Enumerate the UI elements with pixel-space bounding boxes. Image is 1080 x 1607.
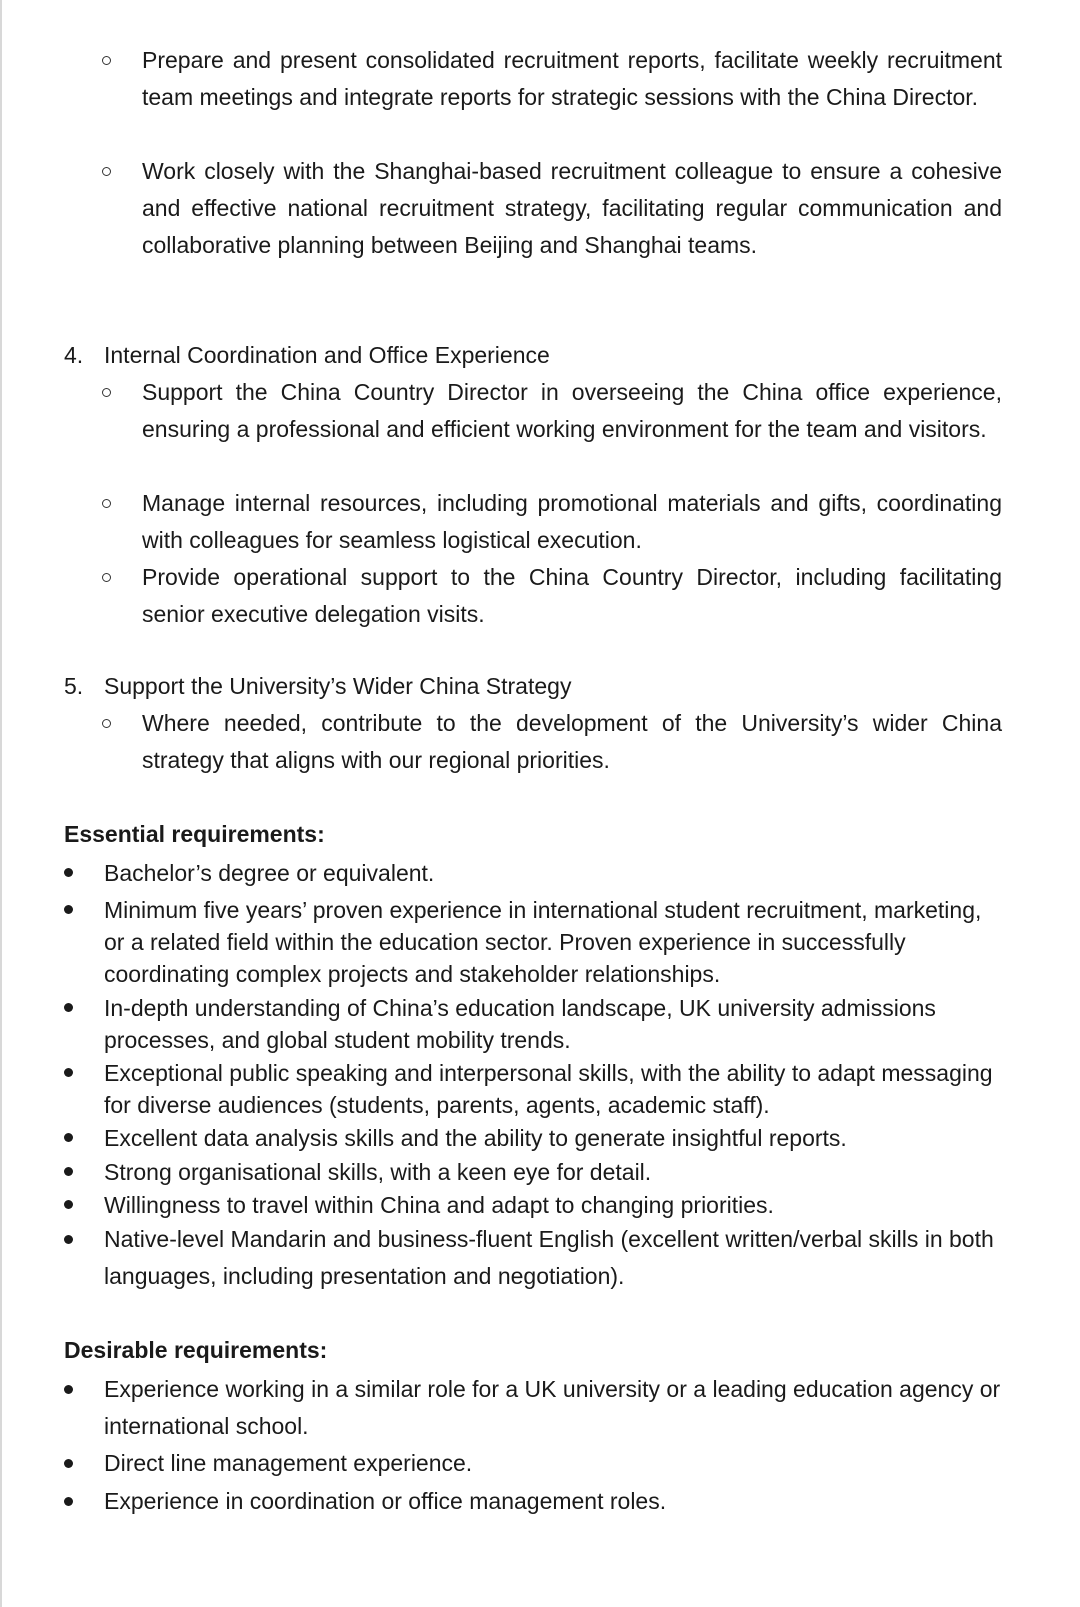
section-title: Internal Coordination and Office Experience xyxy=(104,342,550,368)
list-item-text: Prepare and present consolidated recruitment reports, facilitate weekly recruitment team meetings and integrate reports for strategic sessions with the China Director. xyxy=(142,47,1002,110)
list-item-text: Strong organisational skills, with a keen eye for detail. xyxy=(104,1159,652,1185)
list-item-text: Minimum five years’ proven experience in international student recruitment, marketing, or a related field within the education sector. Proven experience in successfully coordinating complex projects and stakeholder relationships. xyxy=(104,897,982,987)
circle-bullet-icon xyxy=(102,499,111,508)
bullet-icon xyxy=(64,905,73,914)
circle-bullet-icon xyxy=(102,167,111,176)
list-item-text: Excellent data analysis skills and the ability to generate insightful reports. xyxy=(104,1125,847,1151)
bullet-icon xyxy=(64,868,73,877)
section-number: 5. xyxy=(64,673,84,699)
list-item-text: Exceptional public speaking and interpersonal skills, with the ability to adapt messaging for diverse audiences (students, parents, agents, academic staff). xyxy=(104,1060,993,1118)
list-item-text: Experience in coordination or office management roles. xyxy=(104,1488,667,1514)
bullet-icon xyxy=(64,1459,73,1468)
list-item-text: Direct line management experience. xyxy=(104,1450,473,1476)
bullet-icon xyxy=(64,1385,73,1394)
section-heading xyxy=(64,668,571,705)
circle-bullet-icon xyxy=(102,719,111,728)
list-item-text: Where needed, contribute to the development of the University’s wider China strategy that aligns with our regional priorities. xyxy=(142,710,1002,773)
section-heading xyxy=(64,337,550,374)
section-number: 4. xyxy=(64,342,84,368)
bullet-icon xyxy=(64,1068,73,1077)
list-item-text: Experience working in a similar role for a UK university or a leading education agency or international school. xyxy=(104,1376,1001,1439)
list-item-text: Willingness to travel within China and adapt to changing priorities. xyxy=(104,1192,774,1218)
circle-bullet-icon xyxy=(102,56,111,65)
bullet-icon xyxy=(64,1133,73,1142)
bullet-icon xyxy=(64,1003,73,1012)
list-item-text: Provide operational support to the China Country Director, including facilitating senior executive delegation visits. xyxy=(142,564,1002,627)
bullet-icon xyxy=(64,1200,73,1209)
section-title: Support the University’s Wider China Strategy xyxy=(104,673,572,699)
list-item-text: Support the China Country Director in overseeing the China office experience, ensuring a professional and efficient working environment for the team and visitors. xyxy=(142,379,1002,442)
list-item-text: Work closely with the Shanghai-based recruitment colleague to ensure a cohesive and effective national recruitment strategy, facilitating regular communication and collaborative planning between Beijing and Shanghai teams. xyxy=(142,158,1002,258)
bullet-icon xyxy=(64,1235,73,1244)
list-item-text: Native-level Mandarin and business-fluent English (excellent written/verbal skills in both languages, including presentation and negotiation). xyxy=(104,1226,994,1289)
desirable-heading: Desirable requirements: xyxy=(64,1337,328,1363)
bullet-icon xyxy=(64,1497,73,1506)
circle-bullet-icon xyxy=(102,388,111,397)
list-item-text: Manage internal resources, including promotional materials and gifts, coordinating with colleagues for seamless logistical execution. xyxy=(142,490,1002,553)
circle-bullet-icon xyxy=(102,573,111,582)
essential-heading: Essential requirements: xyxy=(64,821,325,847)
bullet-icon xyxy=(64,1167,73,1176)
list-item-text: In-depth understanding of China’s education landscape, UK university admissions processes, and global student mobility trends. xyxy=(104,995,936,1053)
list-item-text: Bachelor’s degree or equivalent. xyxy=(104,860,435,886)
